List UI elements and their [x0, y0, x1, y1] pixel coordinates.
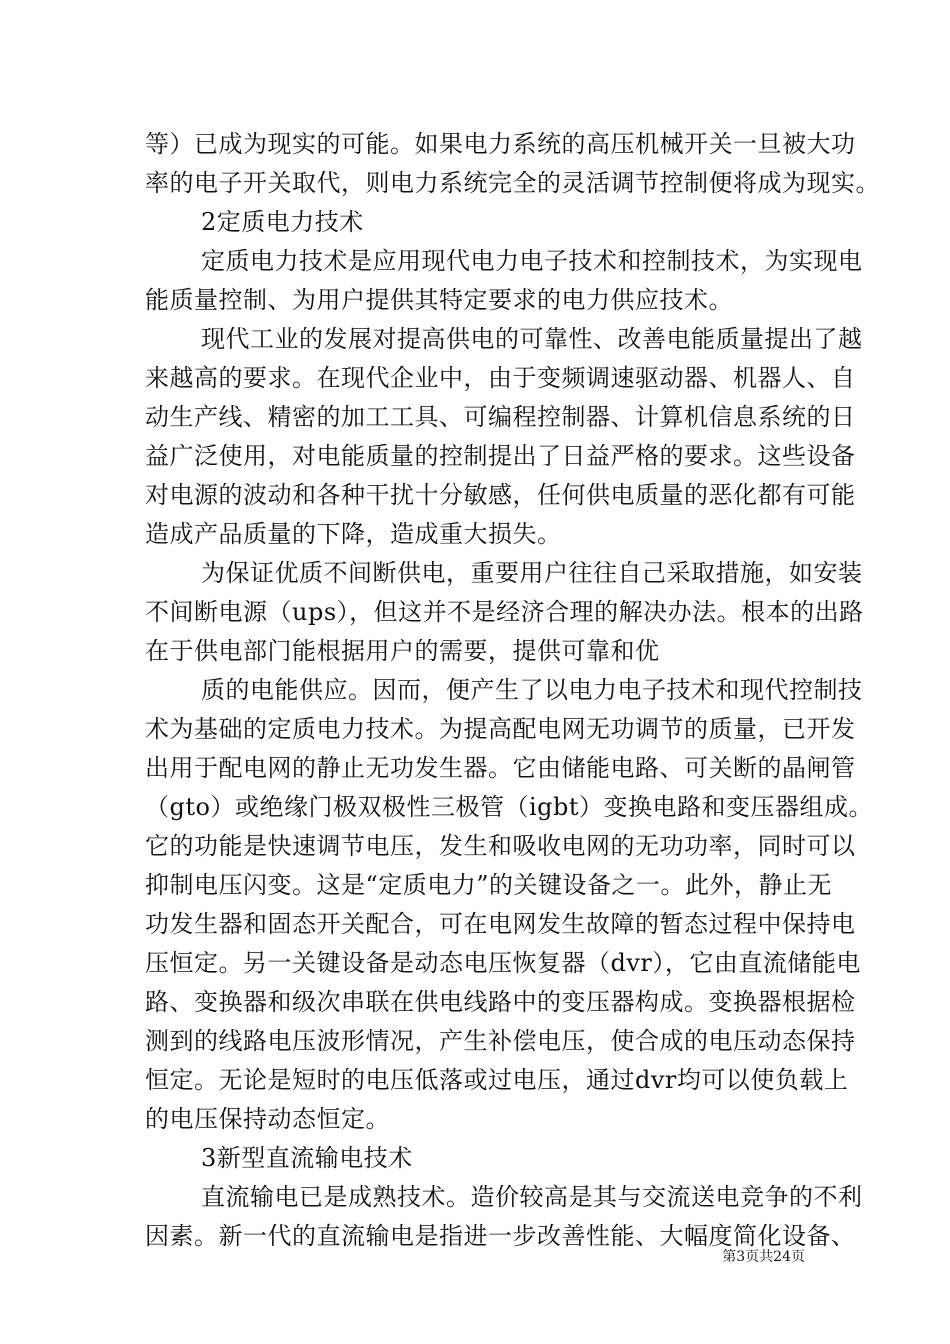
- text-line: 定质电力技术是应用现代电力电子技术和控制技术，为实现电: [201, 247, 863, 275]
- text-line: 出用于配电网的静止无功发生器。它由储能电路、可关断的晶闸管: [145, 754, 856, 782]
- text-line: 2定质电力技术: [201, 208, 364, 236]
- text-line: 能质量控制、为用户提供其特定要求的电力供应技术。: [145, 286, 733, 314]
- text-line: 测到的线路电压波形情况，产生补偿电压，使合成的电压动态保持: [145, 1027, 856, 1055]
- text-line: 为保证优质不间断供电，重要用户往往自己采取措施，如安装: [201, 559, 863, 587]
- text-line: 直流输电已是成熟技术。造价较高是其与交流送电竞争的不利: [201, 1183, 863, 1211]
- text-line: 动生产线、精密的加工工具、可编程控制器、计算机信息系统的日: [145, 403, 856, 431]
- text-line: 不间断电源（ups），但这并不是经济合理的解决办法。根本的出路: [145, 598, 864, 626]
- text-line: 益广泛使用，对电能质量的控制提出了日益严格的要求。这些设备: [145, 442, 856, 470]
- text-line: 对电源的波动和各种干扰十分敏感，任何供电质量的恶化都有可能: [145, 481, 856, 509]
- text-line: 现代工业的发展对提高供电的可靠性、改善电能质量提出了越: [201, 325, 863, 353]
- text-line: 因素。新一代的直流输电是指进一步改善性能、大幅度简化设备、: [145, 1222, 856, 1250]
- page-footer: [722, 1248, 805, 1266]
- text-line: 3新型直流输电技术: [201, 1144, 413, 1172]
- text-line: 恒定。无论是短时的电压低落或过电压，通过dvr均可以使负载上: [145, 1066, 849, 1094]
- text-line: 率的电子开关取代，则电力系统完全的灵活调节控制便将成为现实。: [145, 169, 880, 197]
- text-line: 路、变换器和级次串联在供电线路中的变压器构成。变换器根据检: [145, 988, 856, 1016]
- text-line: 术为基础的定质电力技术。为提高配电网无功调节的质量，已开发: [145, 715, 856, 743]
- text-line: 质的电能供应。因而，便产生了以电力电子技术和现代控制技: [201, 676, 863, 704]
- text-line: 抑制电压闪变。这是“定质电力”的关键设备之一。此外，静止无: [145, 871, 833, 899]
- text-line: （gto）或绝缘门极双极性三极管（igbt）变换电路和变压器组成。: [145, 793, 874, 821]
- body-text: [145, 125, 880, 1256]
- text-line: 它的功能是快速调节电压，发生和吸收电网的无功功率，同时可以: [145, 832, 856, 860]
- text-line: 压恒定。另一关键设备是动态电压恢复器（dvr），它由直流储能电: [145, 949, 861, 977]
- text-line: 造成产品质量的下降，造成重大损失。: [145, 520, 562, 548]
- page-number-label: 第3页共24页: [722, 1249, 805, 1265]
- text-line: 等）已成为现实的可能。如果电力系统的高压机械开关一旦被大功: [145, 130, 856, 158]
- text-line: 来越高的要求。在现代企业中，由于变频调速驱动器、机器人、自: [145, 364, 856, 392]
- text-line: 的电压保持动态恒定。: [145, 1105, 390, 1133]
- text-line: 在于供电部门能根据用户的需要，提供可靠和优: [145, 637, 660, 665]
- text-line: 功发生器和固态开关配合，可在电网发生故障的暂态过程中保持电: [145, 910, 856, 938]
